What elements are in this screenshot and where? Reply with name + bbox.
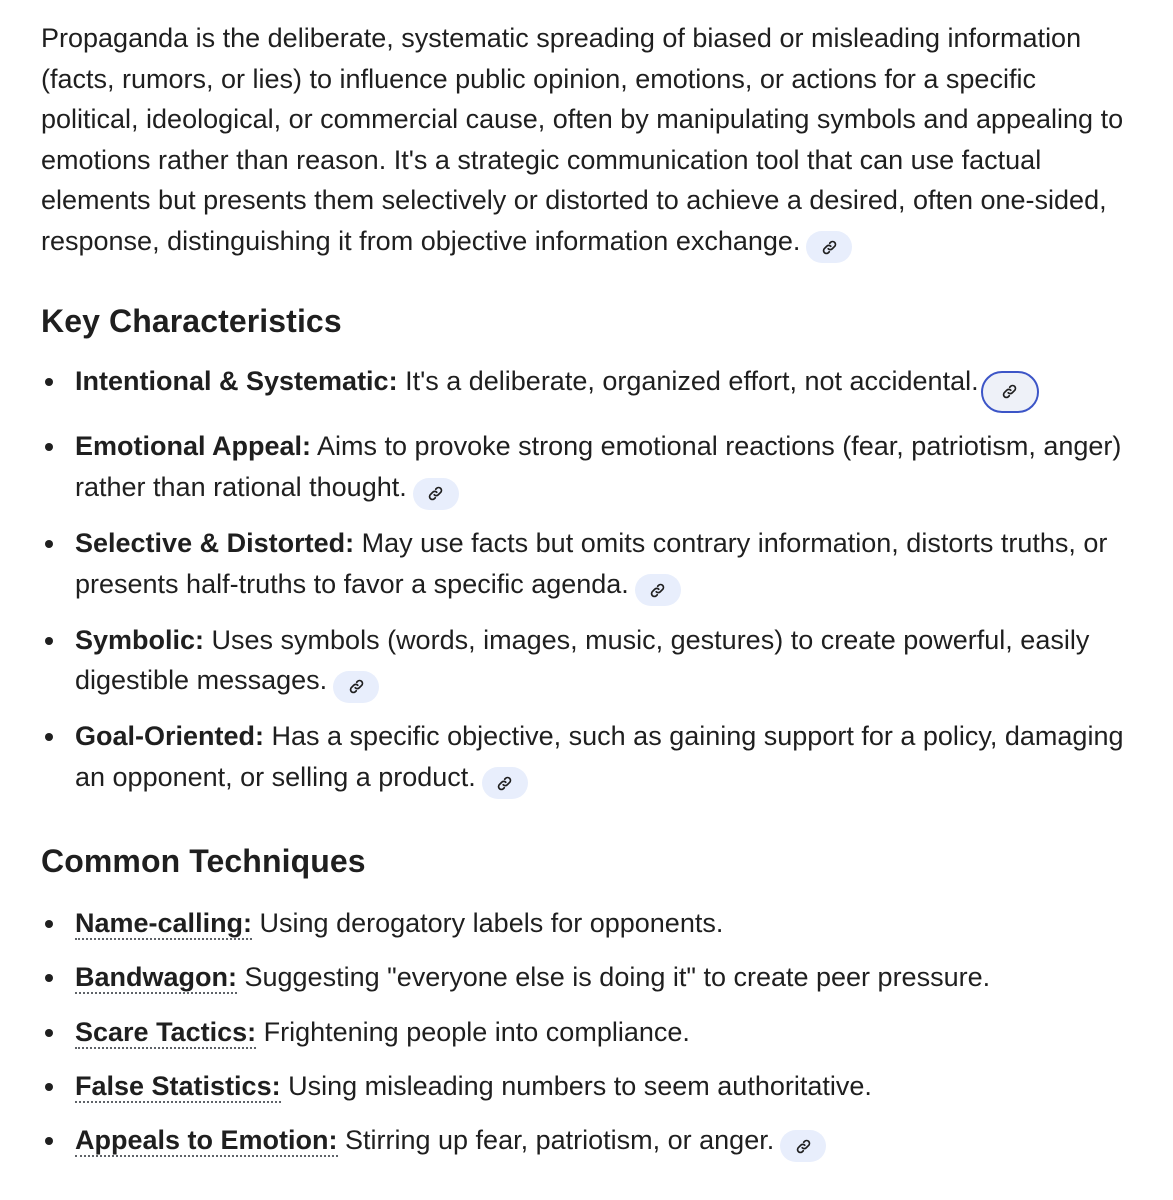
list-item-term: Selective & Distorted: [75,528,355,559]
link-icon [496,775,513,792]
list-item [41,361,1133,413]
list-item-term: Goal-Oriented: [75,721,265,752]
source-link-chip[interactable] [333,671,379,703]
list-item-text: Frightening people into compliance. [256,1016,690,1047]
section-heading-techniques: Common Techniques [41,843,366,880]
list-item [41,903,1133,944]
source-link-chip[interactable] [981,371,1039,413]
list-item [41,1120,1133,1163]
source-link-chip[interactable] [635,574,681,606]
list-item [41,523,1133,606]
techniques-list [41,903,1133,1162]
list-item-text: Stirring up fear, patriotism, or anger. [337,1124,775,1155]
characteristics-list [41,361,1133,799]
intro-text: Propaganda is the deliberate, systematic spreading of biased or misleading information (facts, rumors, or lies) to influence public opinion, emotions, or actions for a specific political, ideological, or commercial cause, often by manipulating symbols and appealing to emotions rather than reason. It's a strategic communication tool that can use factual elements but presents them selectively or distorted to achieve a desired, often one-sided, response, distinguishing it from objective information exchange. [41,23,1124,256]
list-item [41,716,1133,799]
list-item-text: May use facts but omits contrary information, distorts truths, or presents half-truths to favor a specific agenda. [75,528,1108,599]
term-definition-link[interactable]: Name-calling: [75,908,253,939]
link-icon [348,678,365,695]
source-link-chip[interactable] [413,478,459,510]
list-item-text: Suggesting "everyone else is doing it" to create peer pressure. [237,962,991,993]
link-icon [795,1138,812,1155]
intro-paragraph [41,18,1133,263]
list-item-text: Has a specific objective, such as gaining support for a policy, damaging an opponent, or selling a product. [75,721,1124,792]
source-link-chip[interactable] [806,231,852,263]
list-item-term: Symbolic: [75,624,205,655]
term-definition-link[interactable]: False Statistics: [75,1070,281,1101]
list-item [41,957,1133,998]
link-icon [649,582,666,599]
link-icon [821,239,838,256]
list-item [41,426,1133,509]
source-link-chip[interactable] [780,1130,826,1162]
list-item-text: Uses symbols (words, images, music, gestures) to create powerful, easily digestible messages. [75,624,1090,696]
link-icon [1001,383,1018,400]
list-item [41,620,1133,703]
list-item-text: It's a deliberate, organized effort, not accidental. [397,366,979,397]
link-icon [427,485,444,502]
list-item-term: Emotional Appeal: [75,431,312,462]
term-definition-link[interactable]: Appeals to Emotion: [75,1124,338,1155]
list-item-term: Intentional & Systematic: [75,366,398,397]
list-item-text: Aims to provoke strong emotional reactions (fear, patriotism, anger) rather than rational thought. [75,431,1122,503]
list-item [41,1012,1133,1053]
source-link-chip[interactable] [482,767,528,799]
section-heading-characteristics: Key Characteristics [41,303,342,340]
list-item-text: Using misleading numbers to seem authoritative. [280,1070,872,1101]
term-definition-link[interactable]: Bandwagon: [75,962,237,993]
list-item [41,1066,1133,1107]
term-definition-link[interactable]: Scare Tactics: [75,1016,257,1047]
list-item-text: Using derogatory labels for opponents. [252,908,724,939]
